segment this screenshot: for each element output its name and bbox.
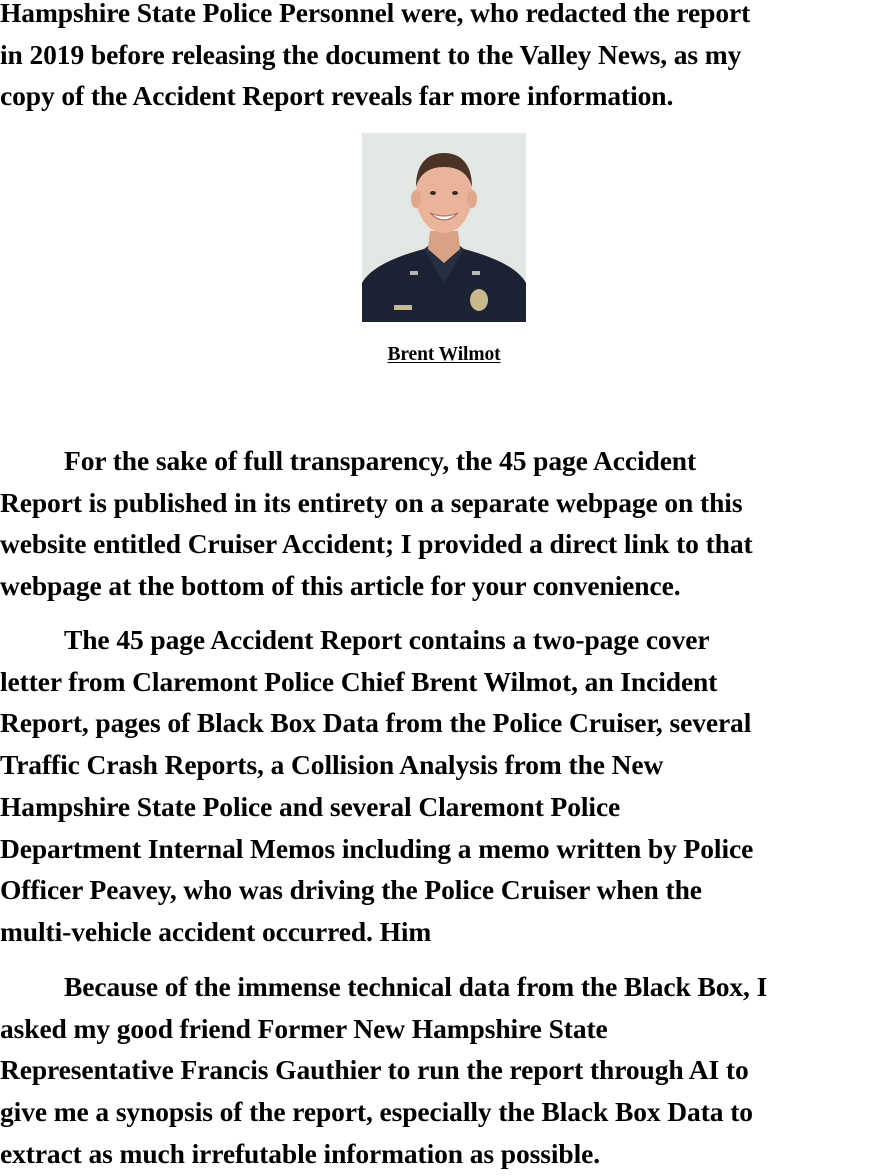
brent-wilmot-photo	[362, 133, 526, 322]
paragraph-line: multi-vehicle accident occurred. Him	[0, 915, 432, 947]
paragraph-line: website entitled Cruiser Accident; I provided a direct link to that	[0, 528, 753, 560]
photo-caption: Brent Wilmot	[387, 344, 501, 365]
portrait-illustration	[362, 133, 526, 322]
paragraph-line: Report is published in its entirety on a separate webpage on this	[0, 486, 743, 518]
intro-paragraph	[0, 0, 880, 117]
paragraph-line: Representative Francis Gauthier to run the report through AI to	[0, 1054, 749, 1086]
paragraph-line: For the sake of full transparency, the 45 page Accident	[64, 445, 697, 476]
paragraph-line: webpage at the bottom of this article for your convenience.	[0, 570, 681, 602]
paragraph-line: Because of the immense technical data from the Black Box, I	[64, 971, 768, 1002]
intro-line: Hampshire State Police Personnel were, who redacted the report	[0, 0, 751, 28]
paragraph-report-contents	[0, 619, 880, 953]
paragraph-line: give me a synopsis of the report, especially the Black Box Data to	[0, 1096, 753, 1128]
intro-line: in 2019 before releasing the document to the Valley News, as my	[0, 38, 742, 70]
paragraph-line: Officer Peavey, who was driving the Police Cruiser when the	[0, 874, 702, 906]
paragraph-black-box	[0, 966, 880, 1175]
paragraph-line: Report, pages of Black Box Data from the Police Cruiser, several	[0, 707, 752, 739]
paragraph-line: Hampshire State Police and several Claremont Police	[0, 790, 621, 822]
paragraph-line: letter from Claremont Police Chief Brent Wilmot, an Incident	[0, 665, 718, 697]
paragraph-line: The 45 page Accident Report contains a two-page cover	[64, 624, 710, 655]
paragraph-line: extract as much irrefutable information as possible.	[0, 1137, 601, 1169]
intro-line: copy of the Accident Report reveals far more information.	[0, 80, 674, 112]
paragraph-transparency	[0, 440, 880, 607]
paragraph-line: Department Internal Memos including a memo written by Police	[0, 832, 754, 864]
paragraph-line: asked my good friend Former New Hampshire State	[0, 1012, 608, 1044]
paragraph-line: Traffic Crash Reports, a Collision Analysis from the New	[0, 749, 664, 781]
